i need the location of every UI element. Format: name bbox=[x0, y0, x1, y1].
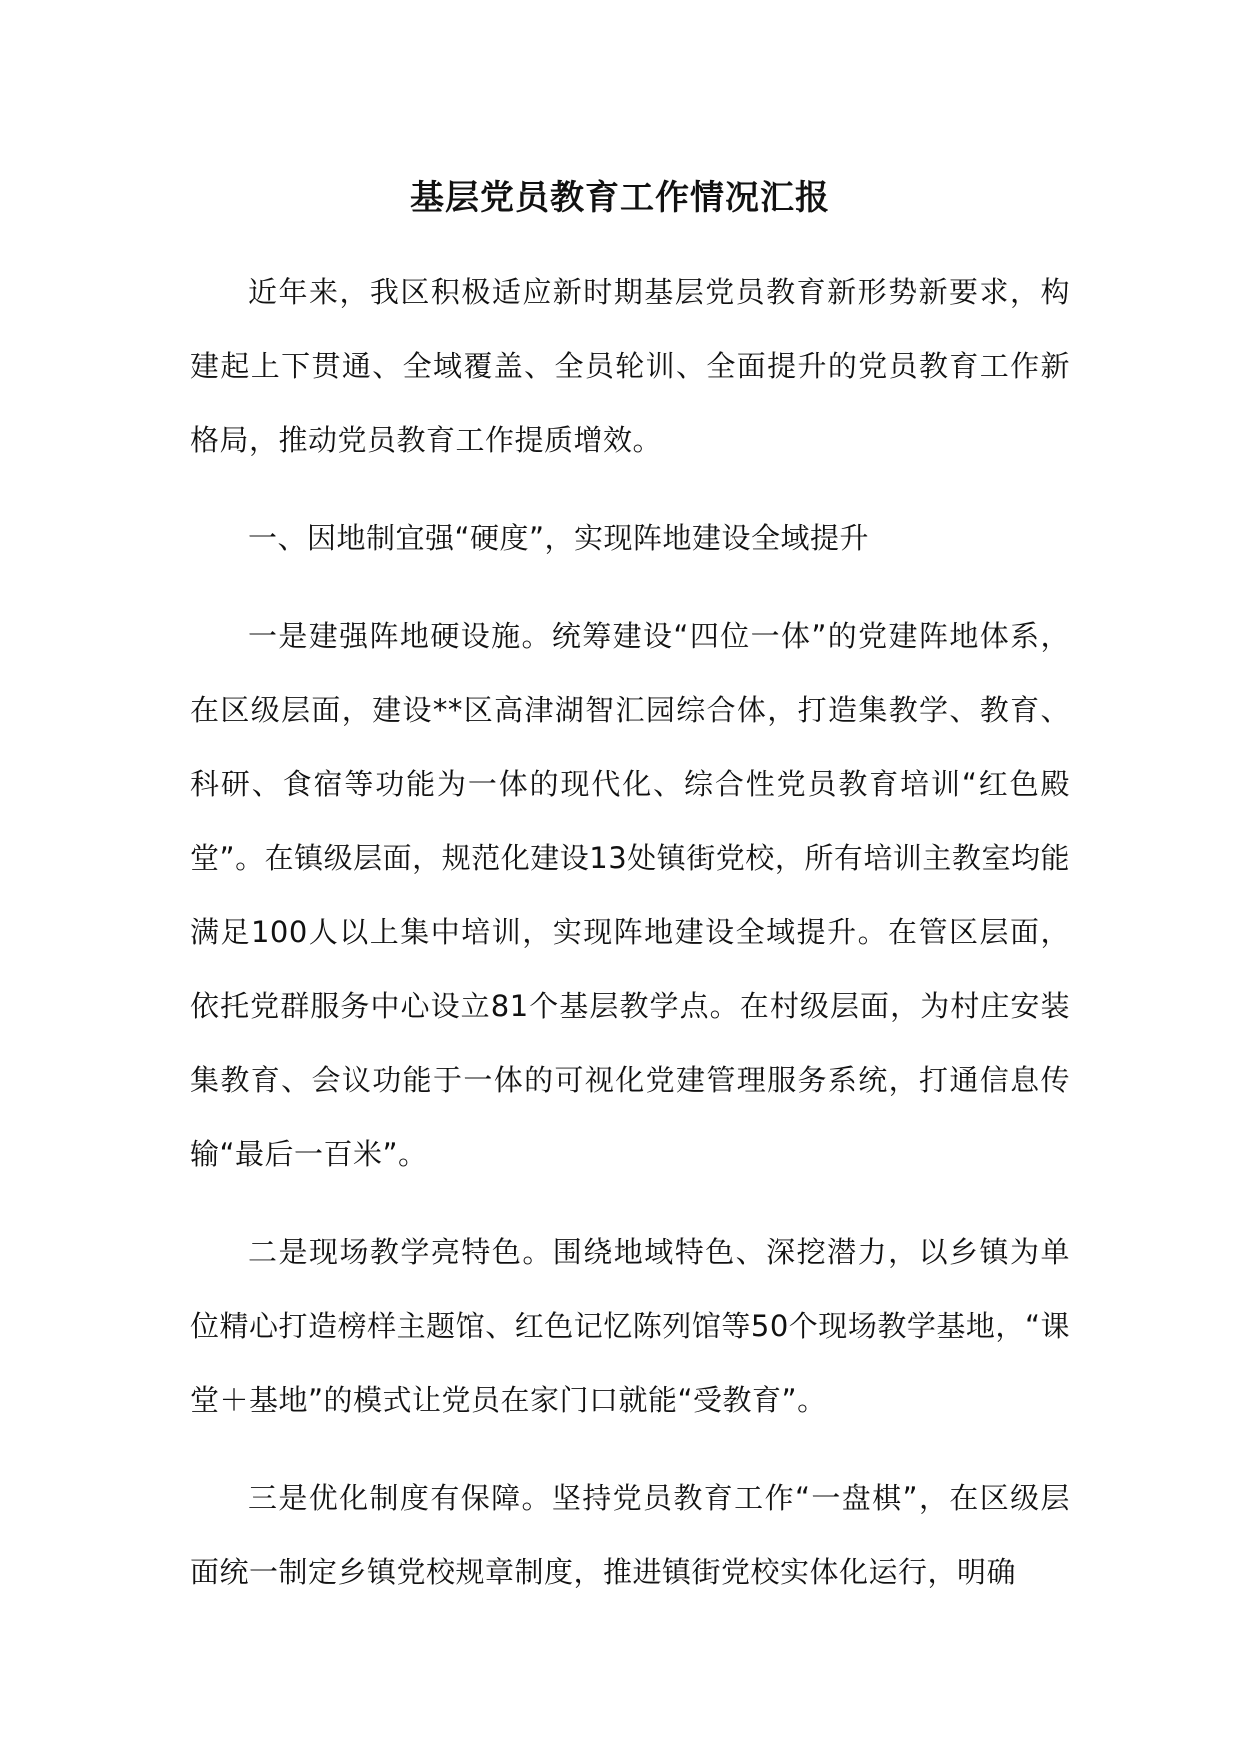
body-paragraph: 三是优化制度有保障。坚持党员教育工作“一盘棋”，在区级层面统一制定乡镇党校规章制度，推进镇街党校实体化运行，明确 bbox=[190, 1481, 1070, 1589]
body-paragraph: 二是现场教学亮特色。围绕地域特色、深挖潜力，以乡镇为单位精心打造榜样主题馆、红色记忆陈列馆等50个现场教学基地，“课堂＋基地”的模式让党员在家门口就能“受教育”。 bbox=[190, 1235, 1070, 1417]
document-title: 基层党员教育工作情况汇报 bbox=[410, 178, 830, 218]
intro-paragraph: 近年来，我区积极适应新时期基层党员教育新形势新要求，构建起上下贯通、全域覆盖、全员轮训、全面提升的党员教育工作新格局，推动党员教育工作提质增效。 bbox=[190, 275, 1070, 457]
body-paragraph: 一是建强阵地硬设施。统筹建设“四位一体”的党建阵地体系，在区级层面，建设**区高津湖智汇园综合体，打造集教学、教育、科研、食宿等功能为一体的现代化、综合性党员教育培训“红色殿堂”。在镇级层面，规范化建设13处镇街党校，所有培训主教室均能满足100人以上集中培训，实现阵地建设全域提升。在管区层面，依托党群服务中心设立81个基层教学点。在村级层面，为村庄安装集教育、会议功能于一体的可视化党建管理服务系统，打通信息传输“最后一百米”。 bbox=[190, 619, 1070, 1171]
section-heading: 一、因地制宜强“硬度”，实现阵地建设全域提升 bbox=[248, 521, 870, 555]
document-body bbox=[190, 255, 1070, 1633]
